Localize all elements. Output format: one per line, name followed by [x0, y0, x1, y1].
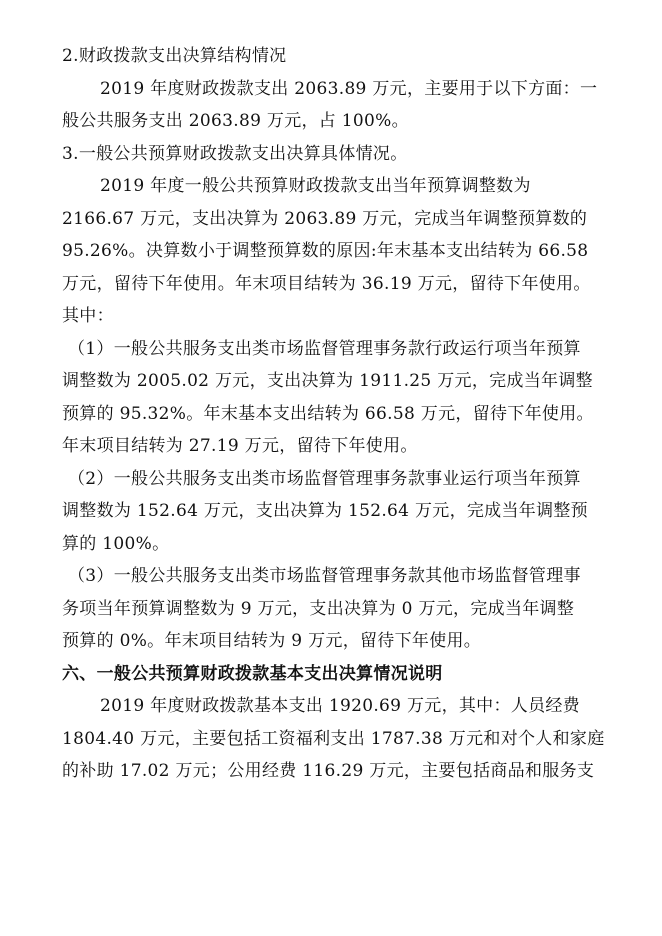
section-6-heading: 六、一般公共预算财政拨款基本支出决算情况说明 [62, 663, 443, 684]
item-2-line: 调整数为 152.64 万元，支出决算为 152.64 万元，完成当年调整预 [62, 501, 588, 521]
paragraph-line: 1804.40 万元，主要包括工资福利支出 1787.38 万元和对个人和家庭 [62, 728, 605, 749]
item-2-line: 算的 100%。 [62, 533, 170, 554]
paragraph-line: 2019 年度财政拨款支出 2063.89 万元，主要用于以下方面：一 [100, 78, 598, 99]
document-page [62, 40, 605, 788]
section-3-heading: 3.一般公共预算财政拨款支出决算具体情况。 [62, 143, 408, 164]
item-1-line: 调整数为 2005.02 万元，支出决算为 1911.25 万元，完成当年调整 [62, 371, 593, 391]
item-2-line: （2）一般公共服务支出类市场监督管理事务款事业运行项当年预算 [68, 468, 581, 489]
item-3-line: （3）一般公共服务支出类市场监督管理事务款其他市场监督管理事 [68, 566, 581, 586]
item-3-line: 预算的 0%。年末项目结转为 9 万元，留待下年使用。 [62, 631, 482, 651]
paragraph-line: 万元，留待下年使用。年末项目结转为 36.19 万元，留待下年使用。 [62, 273, 591, 294]
item-1-line: 预算的 95.32%。年末基本支出结转为 66.58 万元，留待下年使用。 [62, 403, 594, 424]
paragraph-line: 2166.67 万元，支出决算为 2063.89 万元，完成当年调整预算数的 [62, 208, 588, 229]
item-1-line: 年末项目结转为 27.19 万元，留待下年使用。 [62, 436, 418, 456]
paragraph-line: 般公共服务支出 2063.89 万元，占 100%。 [62, 111, 409, 131]
paragraph-line: 的补助 17.02 万元；公用经费 116.29 万元，主要包括商品和服务支 [62, 761, 595, 781]
item-3-line: 务项当年预算调整数为 9 万元，支出决算为 0 万元，完成当年调整 [62, 598, 575, 619]
paragraph-line: 2019 年度财政拨款基本支出 1920.69 万元，其中：人员经费 [100, 696, 580, 716]
paragraph-line: 其中： [62, 306, 114, 326]
paragraph-line: 2019 年度一般公共预算财政拨款支出当年预算调整数为 [100, 176, 531, 196]
paragraph-line: 95.26%。决算数小于调整预算数的原因:年末基本支出结转为 66.58 [62, 241, 589, 261]
section-2-heading: 2.财政拨款支出决算结构情况 [62, 46, 287, 66]
item-1-line: （1）一般公共服务支出类市场监督管理事务款行政运行项当年预算 [68, 338, 581, 359]
